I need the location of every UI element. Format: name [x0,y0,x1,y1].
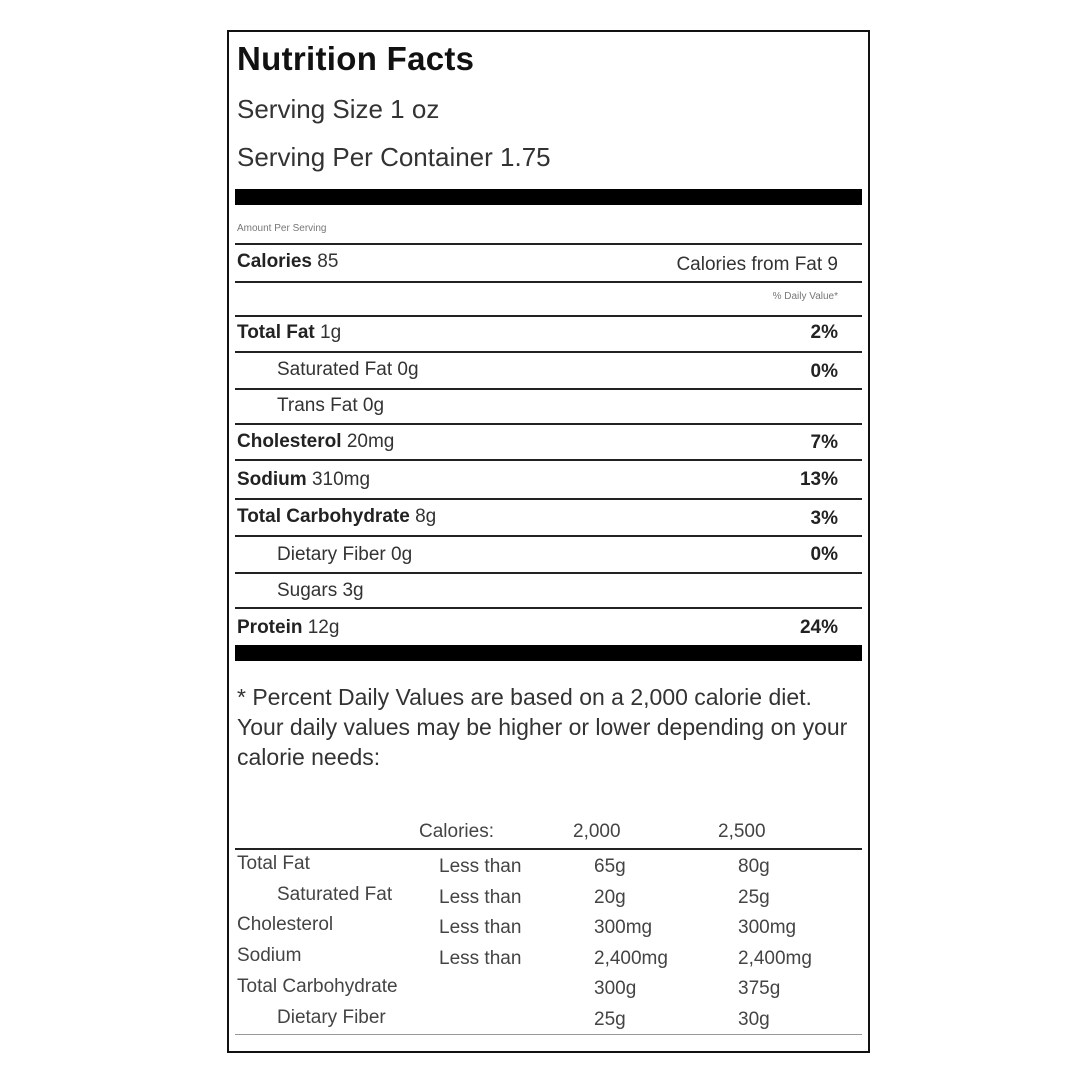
divider [235,388,862,390]
nutrient-row-dietary-fiber [277,544,412,566]
amount-per-serving: Amount Per Serving [237,223,327,234]
nutrient-row-total-carbohydrate [237,506,436,528]
nutrient-name: Dietary Fiber [277,544,386,565]
dv-row-col1: 300mg [594,917,653,938]
nutrient-amount: 12g [307,617,340,638]
dv-row-qual: Less than [439,917,522,938]
dv-row-col1: 20g [594,887,626,908]
nutrient-amount: 8g [415,506,437,527]
dv-row-col2: 30g [738,1009,770,1030]
nutrient-name: Sodium [237,469,307,490]
divider [235,423,862,425]
nutrient-pct: 7% [810,432,838,453]
dv-row-col2: 300mg [738,917,797,938]
nutrient-pct: 0% [810,361,838,382]
divider [235,535,862,537]
nutrient-name: Protein [237,617,303,638]
divider [235,848,862,850]
dv-row-col1: 2,400mg [594,948,668,969]
dv-row-col2: 375g [738,978,781,999]
nutrient-name: Trans Fat [277,395,358,416]
nutrient-name: Total Carbohydrate [237,506,410,527]
nutrient-pct: 24% [799,617,838,638]
serving-size: Serving Size 1 oz [237,94,440,124]
footnote: * Percent Daily Values are based on a 2,000 calorie diet. Your daily values may be higher or lower depending on your calorie needs: [237,684,848,770]
dv-header-label: Calories: [419,821,494,842]
dv-header-col2: 2,500 [718,821,766,842]
nutrient-row-trans-fat [277,395,384,417]
dv-row-col1: 25g [594,1009,626,1030]
divider [235,607,862,609]
nutrient-amount: 3g [342,580,364,601]
dv-row-col1: 65g [594,856,626,877]
nutrient-pct: 2% [810,322,838,343]
nutrient-pct: 0% [810,544,838,565]
daily-value-header: % Daily Value* [772,291,838,302]
dv-row-col1: 300g [594,978,637,999]
divider [235,498,862,500]
dv-row-qual: Less than [439,948,522,969]
nutrient-name: Cholesterol [237,431,342,452]
calories-row [237,251,338,273]
nutrient-amount: 20mg [346,431,395,452]
calories-from-fat: Calories from Fat 9 [676,254,838,275]
dv-row-col2: 2,400mg [738,948,812,969]
calories-label: Calories [237,251,312,272]
dv-row-name: Saturated Fat [277,884,393,905]
thick-divider-top [235,189,862,205]
nutrient-pct: 13% [799,469,838,490]
nutrient-row-total-fat [237,322,341,344]
nutrient-amount: 310mg [311,469,371,490]
nutrient-row-saturated-fat [277,359,419,381]
divider [235,459,862,461]
divider [235,281,862,283]
dv-row-col2: 25g [738,887,770,908]
nutrient-row-sodium [237,469,370,491]
divider [235,315,862,317]
dv-row-col2: 80g [738,856,770,877]
nutrient-name: Sugars [277,580,338,601]
dv-row-name: Dietary Fiber [277,1007,386,1028]
divider [235,243,862,245]
dv-row-name: Total Carbohydrate [237,976,398,997]
dv-header-col1: 2,000 [573,821,621,842]
nutrient-name: Saturated Fat [277,359,393,380]
nutrient-row-sugars [277,580,364,602]
nutrient-row-protein [237,617,339,639]
nutrient-amount: 0g [391,544,413,565]
thick-divider-bottom [235,645,862,661]
divider [235,1034,862,1035]
calories-value: 85 [317,251,339,272]
dv-row-qual: Less than [439,856,522,877]
nutrient-row-cholesterol [237,431,394,453]
nutrient-amount: 0g [362,395,385,416]
nutrient-amount: 1g [320,322,342,343]
divider [235,572,862,574]
nutrient-amount: 0g [397,359,419,380]
label-title: Nutrition Facts [237,40,475,77]
dv-row-name: Cholesterol [237,914,334,935]
nutrient-name: Total Fat [237,322,315,343]
dv-row-qual: Less than [439,887,522,908]
nutrient-pct: 3% [810,508,838,529]
servings-per-container: Serving Per Container 1.75 [237,142,551,172]
dv-row-name: Total Fat [237,853,310,874]
divider [235,351,862,353]
dv-row-name: Sodium [237,945,302,966]
nutrition-label [227,30,870,1053]
